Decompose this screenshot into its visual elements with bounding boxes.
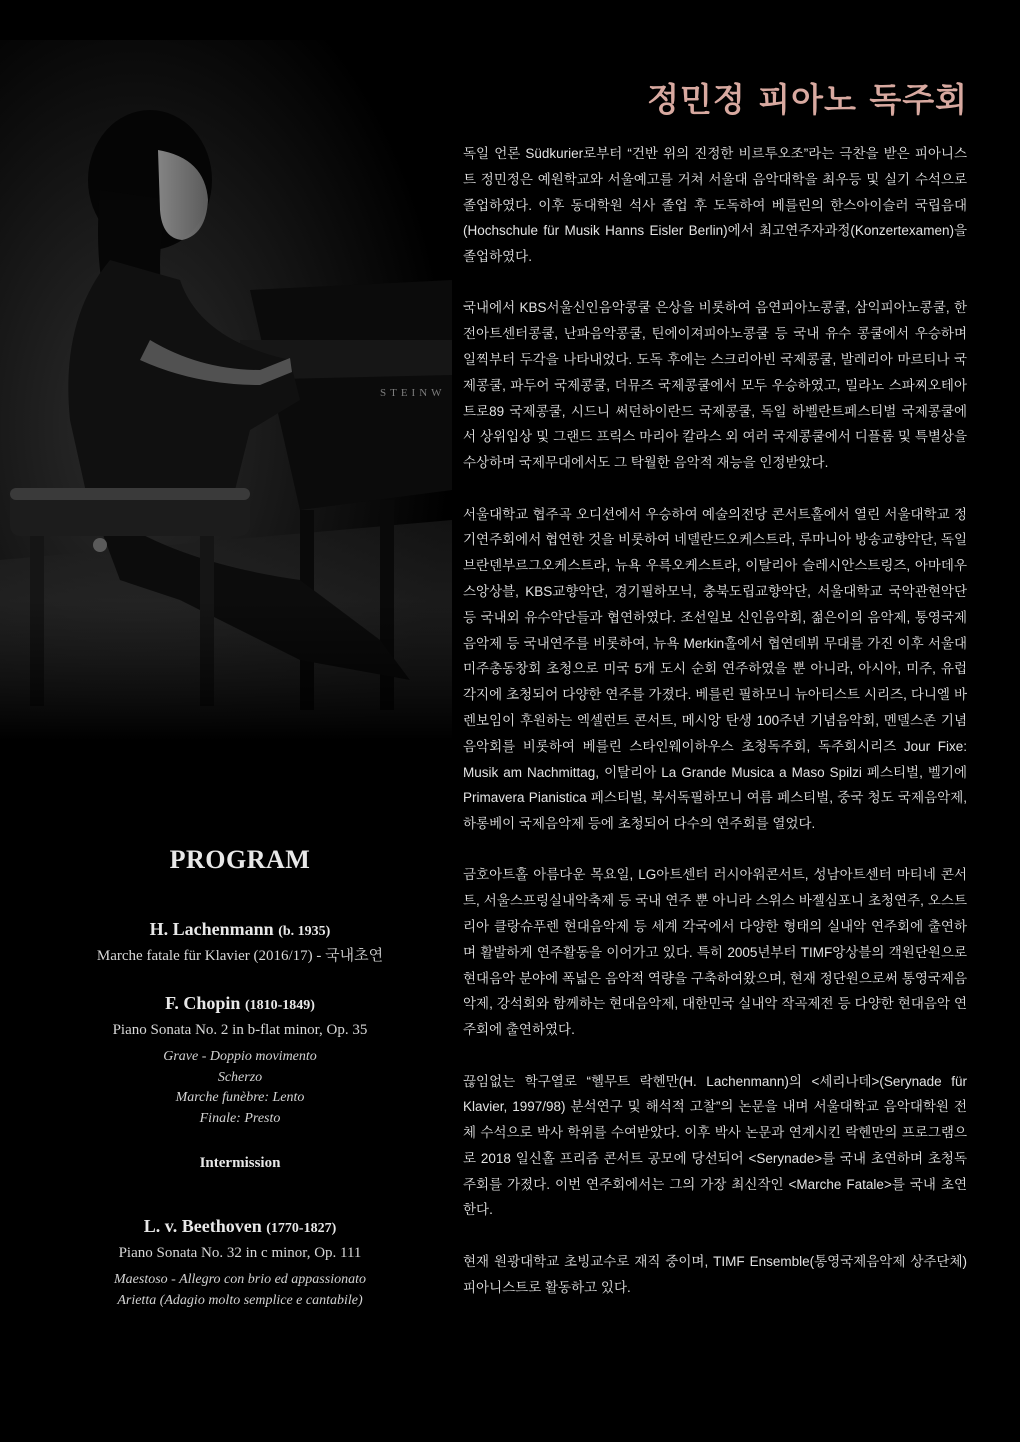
- bio-paragraph: 끊임없는 학구열로 “헬무트 락헨만(H. Lachenmann)의 <세리나데>(Serynade für Klavier, 1997/98) 분석연구 및 해석적 고찰”의 논문을 내며 서울대학교 음악대학원 전체 수석으로 박사 학위를 수여받았다. 이후 박사 논문과 연계시킨 락헨만의 프로그램으로 2018 일신홀 프리즘 콘서트 공모에 당선되어 <Serynade>를 국내 초연하며 초청독주회를 가졌다. 이번 연주회에서는 그의 가장 최신작인 <Marche Fatale>를 국내 초연한다.: [463, 1073, 967, 1218]
- movement: Scherzo: [217, 1069, 263, 1085]
- bio-paragraph: 현재 원광대학교 초빙교수로 재직 중이며, TIMF Ensemble(통영국제음악제 상주단체) 피아니스트로 활동하고 있다.: [463, 1253, 967, 1295]
- program-item-chopin: [40, 991, 440, 1129]
- composer-name: [40, 1214, 440, 1241]
- composer-dates: (1770-1827): [266, 1221, 337, 1236]
- piano-brand-lettering: STEINW: [380, 387, 446, 399]
- program-item-beethoven: [40, 1214, 440, 1311]
- bio-paragraph: 서울대학교 협주곡 오디션에서 우승하여 예술의전당 콘서트홀에서 열린 서울대학교 정기연주회에서 협연한 것을 비롯하여 네델란드오케스트라, 루마니아 방송교향악단, 독일 브란덴부르그오케스트라, 뉴욕 우륵오케스트라, 이탈리아 슬레시안스트링즈, 아마데우스앙상블, KBS교향악단, 경기필하모닉, 충북도립교향악단, 서울대학교 국악관현악단 등 국내외 유수악단들과 협연하였다. 조선일보 신인음악회, 젊은이의 음악제, 통영국제음악제 등 국내연주를 비롯하여, 뉴욕 Merkin홀에서 협연데뷔 무대를 가진 이후 서울대 미주총동창회 초청으로 미국 5개 도시 순회 연주하였을 뿐 아니라, 아시아, 미주, 유럽 각지에 초청되어 다양한 연주를 가졌다. 베를린 필하모니 뉴아티스트 시리즈, 다니엘 바렌보임이 후원하는 엑셀런트 콘서트, 메시앙 탄생 100주년 기념음악회, 멘델스존 기념음악회를 비롯하여 베를린 스타인웨이하우스 초청독주회, 독주회시리즈 Jour Fixe: Musik am Nachmittag, 이탈리아 La Grande Musica a Maso Spilzi 페스티벌, 벨기에 Primavera Pianistica 페스티벌, 북서독필하모니 여름 페스티벌, 중국 청도 국제음악제, 하롱베이 국제음악제 등에 초청되어 다수의 연주회를 열었다.: [463, 506, 967, 832]
- movement-list: [40, 1047, 440, 1129]
- program-title: PROGRAM: [169, 845, 311, 874]
- bio-paragraph: 독일 언론 Südkurier로부터 “건반 위의 진정한 비르투오조”라는 극찬을 받은 피아니스트 정민정은 예원학교와 서울예고를 거쳐 서울대 음악대학을 최우등 및 실기 수석으로 졸업하였다. 이후 동대학원 석사 졸업 후 도독하여 베를린의 한스아이슬러 국립음대(Hochschule für Musik Hanns Eisler Berlin)에서 최고연주자과정(Konzertexamen)을 졸업하였다.: [463, 146, 967, 265]
- bio-paragraph: 국내에서 KBS서울신인음악콩쿨 은상을 비롯하여 음연피아노콩쿨, 삼익피아노콩쿨, 한전아트센터콩쿨, 난파음악콩쿨, 틴에이져피아노콩쿨 등 국내 유수 콩쿨에서 우승하며 일찍부터 두각을 나타내었다. 도독 후에는 스크리아빈 국제콩쿨, 발레리아 마르티나 국제콩쿨, 파두어 국제콩쿨, 더뮤즈 국제콩쿨에서 모두 우승하였고, 밀라노 스파찌오테아트로89 국제콩쿨, 시드니 써던하이란드 국제콩쿨, 독일 하벨란트페스티벌 국제콩쿨에서 상위입상 및 그랜드 프릭스 마리아 칼라스 외 여러 국제콩쿨에서 디플롬 및 특별상을 수상하며 국제무대에서도 그 탁월한 음악적 재능을 인정받았다.: [463, 300, 967, 471]
- composer-name: [40, 991, 440, 1018]
- composer-name-text: F. Chopin: [165, 993, 241, 1013]
- intermission-label: Intermission: [199, 1155, 281, 1171]
- composer-name-text: H. Lachenmann: [149, 919, 274, 939]
- work-title: Piano Sonata No. 2 in b-flat minor, Op. 35: [112, 1022, 368, 1038]
- program: [40, 845, 440, 1311]
- page-title: 정민정 피아노 독주회: [647, 80, 968, 119]
- movement-list: [40, 1270, 440, 1311]
- movement: Maestoso - Allegro con brio ed appassionato: [114, 1272, 366, 1287]
- pianist-photo: [0, 40, 452, 740]
- work-title: Marche fatale für Klavier (2016/17) - 국내초연: [96, 948, 384, 964]
- program-item-lachenmann: [40, 917, 440, 967]
- work-title: Piano Sonata No. 32 in c minor, Op. 111: [118, 1245, 362, 1261]
- biography: [463, 141, 967, 1326]
- movement: Finale: Presto: [199, 1110, 281, 1126]
- movement: Grave - Doppio movimento: [163, 1049, 317, 1064]
- movement: Arietta (Adagio molto semplice e cantabile): [117, 1292, 363, 1308]
- composer-dates: (1810-1849): [244, 998, 315, 1013]
- movement: Marche funèbre: Lento: [175, 1090, 305, 1105]
- composer-name-text: L. v. Beethoven: [143, 1216, 262, 1236]
- composer-dates: (b. 1935): [278, 924, 331, 939]
- bio-paragraph: 금호아트홀 아름다운 목요일, LG아트센터 러시아워콘서트, 성남아트센터 마티네 콘서트, 서울스프링실내악축제 등 국내 연주 뿐 아니라 스위스 바젤심포니 초청연주, 오스트리아 클랑슈푸렌 현대음악제 등 세계 각국에서 다양한 형태의 실내악 연주회에 출연하며 활발하게 연주활동을 이어가고 있다. 특히 2005년부터 TIMF앙상블의 객원단원으로 현대음악 분야에 폭넓은 음악적 역량을 구축하여왔으며, 현재 정단원으로써 통영국제음악제, 강석회와 함께하는 현대음악제, 대한민국 실내악 작곡제전 등 다양한 현대음악 연주회에 출연하였다.: [463, 867, 967, 1038]
- composer-name: [40, 917, 440, 944]
